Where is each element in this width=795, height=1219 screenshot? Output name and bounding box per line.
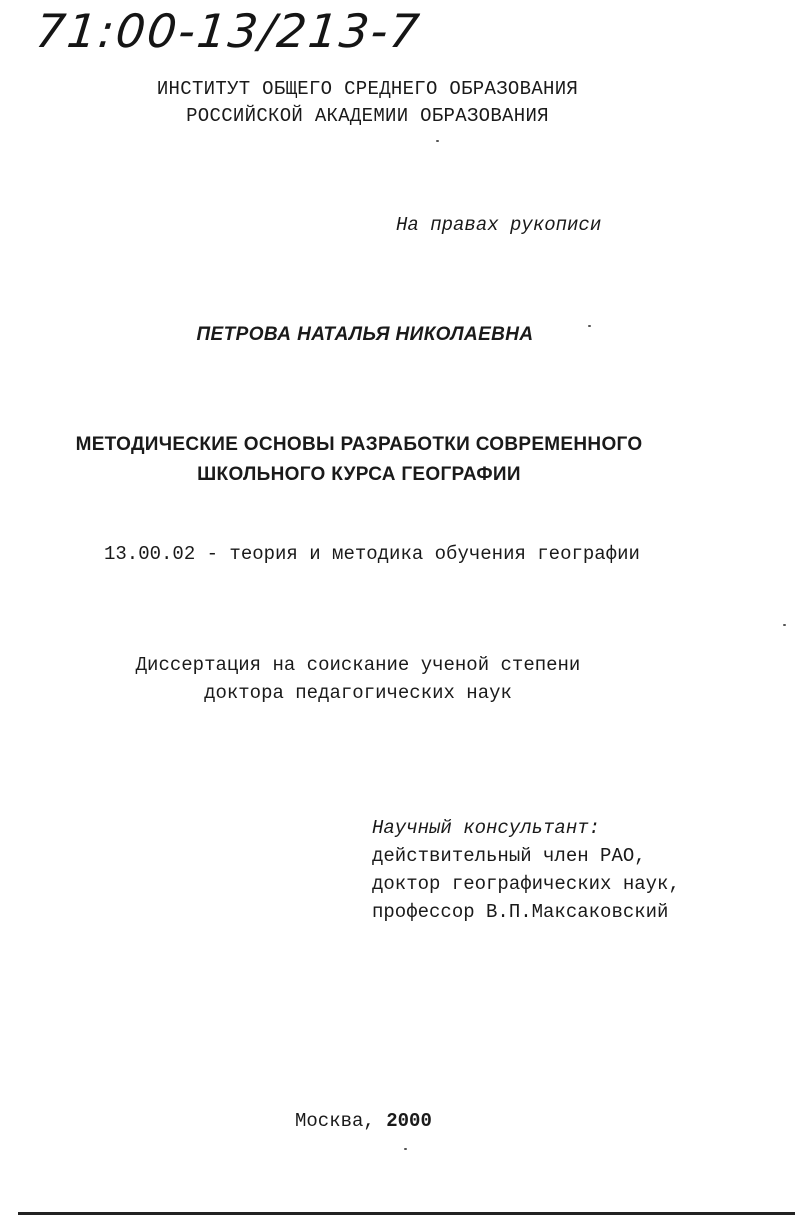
institute-line-2: РОССИЙСКОЙ АКАДЕМИИ ОБРАЗОВАНИЯ <box>186 105 549 127</box>
scan-speck <box>404 1148 407 1150</box>
institute-line-1: ИНСТИТУТ ОБЩЕГО СРЕДНЕГО ОБРАЗОВАНИЯ <box>156 78 579 100</box>
degree-block <box>0 651 716 707</box>
dissertation-title <box>0 430 718 490</box>
city: Москва, <box>295 1110 375 1132</box>
degree-line-2: доктора педагогических наук <box>204 682 512 704</box>
year: 2000 <box>386 1110 432 1132</box>
specialty-code: 13.00.02 - теория и методика обучения географии <box>104 543 640 565</box>
consultant-line-3: профессор В.П.Максаковский <box>372 901 669 923</box>
consultant-block <box>372 814 680 926</box>
scan-speck <box>588 325 591 327</box>
consultant-line-1: действительный член РАО, <box>372 845 646 867</box>
bottom-edge-line <box>18 1212 795 1215</box>
scan-speck <box>783 624 786 626</box>
author-name: ПЕТРОВА НАТАЛЬЯ НИКОЛАЕВНА <box>196 324 534 345</box>
handwritten-catalog-number: 71:00-13/213-7 <box>33 4 424 58</box>
manuscript-note: На правах рукописи <box>396 214 602 236</box>
consultant-label: Научный консультант: <box>372 817 601 839</box>
title-line-2: ШКОЛЬНОГО КУРСА ГЕОГРАФИИ <box>197 464 521 485</box>
institute-block <box>0 76 735 130</box>
consultant-line-2: доктор географических наук, <box>372 873 680 895</box>
degree-line-1: Диссертация на соискание ученой степени <box>135 654 581 676</box>
title-line-1: МЕТОДИЧЕСКИЕ ОСНОВЫ РАЗРАБОТКИ СОВРЕМЕННОГО <box>75 434 643 455</box>
place-and-year <box>295 1110 432 1132</box>
scan-speck <box>436 140 439 142</box>
